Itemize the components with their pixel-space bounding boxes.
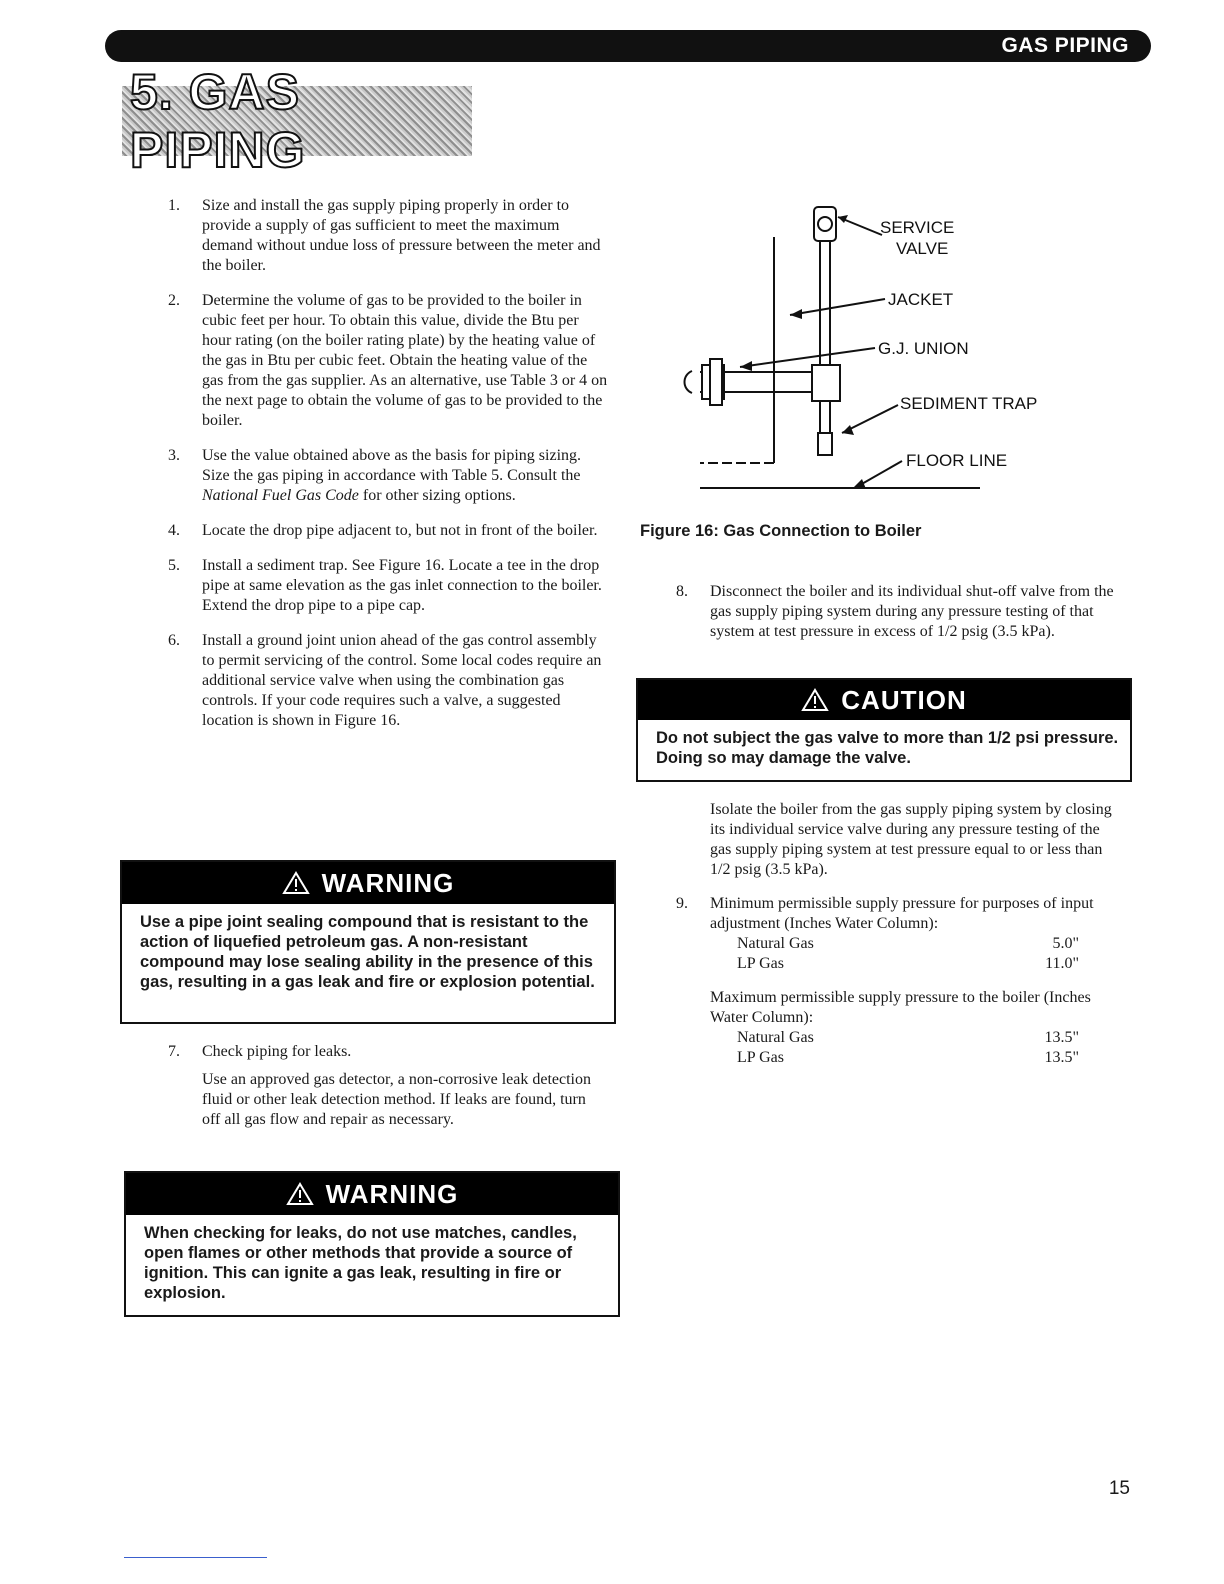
step-text: Locate the drop pipe adjacent to, but not in front of the boiler.: [202, 522, 598, 539]
section-title: 5. GAS PIPING: [130, 64, 306, 178]
header-section-tab: GAS PIPING: [1001, 34, 1129, 57]
label-jacket: JACKET: [888, 290, 954, 309]
section-title-block: [122, 64, 472, 178]
step-text: Determine the volume of gas to be provided to the boiler in cubic feet per hour. To obtain this value, divide the Btu per hour rating (on the boiler rating plate) by the heating value of the gas in Btu per cubic feet. Obtain the heating value of the gas from the gas supplier. As an alternative, use Table 3 or 4 on the next page to obtain the volume of gas to be provided to the boiler.: [202, 292, 608, 429]
caution-text: Do not subject the gas valve to more than 1/2 psi pressure. Doing so may damage the valve.: [656, 729, 1119, 767]
step-2: [168, 291, 608, 431]
caution-header: [638, 680, 1130, 720]
warning-title: WARNING: [321, 867, 455, 898]
label-sediment-trap: SEDIMENT TRAP: [900, 394, 1038, 413]
warning-triangle-icon: [801, 688, 829, 712]
step-3: [168, 446, 608, 506]
step-number: 8.: [676, 583, 688, 600]
warning-box-leak-check: [124, 1171, 620, 1317]
step-text: Install a ground joint union ahead of the gas control assembly to permit servicing of the control. Some local codes require an additional service valve when using the combination gas controls. If your code requires such a valve, a suggested location is shown in Figure 16.: [202, 632, 602, 729]
step-7-block: [168, 1042, 608, 1145]
pressure-value: 5.0": [1052, 935, 1079, 952]
step-8: [676, 582, 1116, 642]
page-number: 15: [1108, 1478, 1130, 1499]
step-6: [168, 631, 608, 731]
step-number: 4.: [168, 522, 180, 539]
warning-triangle-icon: [286, 1182, 314, 1206]
pressure-value: 11.0": [1045, 955, 1079, 972]
caution-box: [636, 678, 1132, 782]
table-row: [710, 1028, 1079, 1048]
max-pressure-intro: Maximum permissible supply pressure to the boiler (Inches Water Column):: [710, 989, 1091, 1026]
step-1: [168, 196, 608, 276]
gas-type: LP Gas: [737, 955, 784, 972]
warning-text: When checking for leaks, do not use matches, candles, open flames or other methods that provide a source of ignition. This can ignite a gas leak, resulting in fire or explosion.: [144, 1224, 577, 1302]
step-text: Check piping for leaks.: [202, 1043, 352, 1060]
step-number: 6.: [168, 632, 180, 649]
pressure-value: 13.5": [1044, 1049, 1079, 1066]
step-text: [202, 446, 608, 506]
right-column: [676, 582, 1116, 657]
step-number: 1.: [168, 197, 180, 214]
right-column-lower: [676, 800, 1116, 1083]
gas-type: Natural Gas: [737, 1029, 814, 1046]
label-service: SERVICE: [880, 218, 955, 237]
max-pressure-table: [710, 1028, 1079, 1068]
step-text-start: Use the value obtained above as the basis for piping sizing. Size the gas piping in accordance with Table 5. Consult the: [202, 447, 582, 484]
warning-header: [126, 1173, 618, 1215]
caution-title: CAUTION: [841, 684, 967, 715]
warning-triangle-icon: [282, 871, 310, 895]
table-row: [710, 1048, 1079, 1068]
step-number: 5.: [168, 557, 180, 574]
warning-title: WARNING: [325, 1178, 459, 1209]
label-floor-line: FLOOR LINE: [906, 451, 1008, 470]
min-pressure-table: [710, 934, 1079, 974]
step-text-end: for other sizing options.: [358, 487, 516, 504]
left-column: [168, 196, 608, 746]
warning-box-sealing-compound: [120, 860, 616, 1024]
step-text: Size and install the gas supply piping properly in order to provide a supply of gas sufficient to meet the maximum demand without undue loss of pressure between the meter and the boiler.: [202, 197, 601, 274]
step-9: [676, 894, 1116, 1068]
gas-type: Natural Gas: [737, 935, 814, 952]
step-number: 9.: [676, 895, 688, 912]
table-row: [710, 934, 1079, 954]
step-detail: Use an approved gas detector, a non-corrosive leak detection fluid or other leak detection method. If leaks are found, turn off all gas flow and repair as necessary.: [202, 1071, 591, 1128]
footer-rule: [124, 1557, 267, 1558]
label-valve: VALVE: [896, 239, 949, 258]
step-7: [168, 1042, 608, 1130]
gas-type: LP Gas: [737, 1049, 784, 1066]
figure-caption: Figure 16: Gas Connection to Boiler: [640, 522, 922, 540]
step-text: Disconnect the boiler and its individual shut-off valve from the gas supply piping system during any pressure testing of that system at test pressure in excess of 1/2 psig (3.5 kPa).: [710, 583, 1114, 640]
step-number: 7.: [168, 1043, 180, 1060]
label-union: G.J. UNION: [878, 339, 969, 358]
table-row: [710, 954, 1079, 974]
step-5: [168, 556, 608, 616]
step-4: [168, 521, 608, 541]
gas-connection-diagram: [670, 195, 1100, 495]
warning-text: Use a pipe joint sealing compound that is resistant to the action of liquefied petroleum gas. A non-resistant compound may lose sealing ability in the presence of this gas, resulting in a gas leak and fire or explosion potential.: [140, 913, 595, 991]
isolate-instruction: Isolate the boiler from the gas supply piping system by closing its individual service valve during any pressure testing of the gas supply piping system at test pressure equal to or less than 1/2 psig (3.5 kPa).: [710, 801, 1112, 878]
pressure-value: 13.5": [1044, 1029, 1079, 1046]
warning-header: [122, 862, 614, 904]
step-number: 2.: [168, 292, 180, 309]
step-number: 3.: [168, 447, 180, 464]
step-text: Install a sediment trap. See Figure 16. Locate a tee in the drop pipe at same elevation as the gas inlet connection to the boiler. Extend the drop pipe to a pipe cap.: [202, 557, 602, 614]
header-bar: [105, 30, 1151, 62]
min-pressure-intro: Minimum permissible supply pressure for purposes of input adjustment (Inches Water Column):: [710, 895, 1094, 932]
code-reference: National Fuel Gas Code: [202, 487, 359, 504]
